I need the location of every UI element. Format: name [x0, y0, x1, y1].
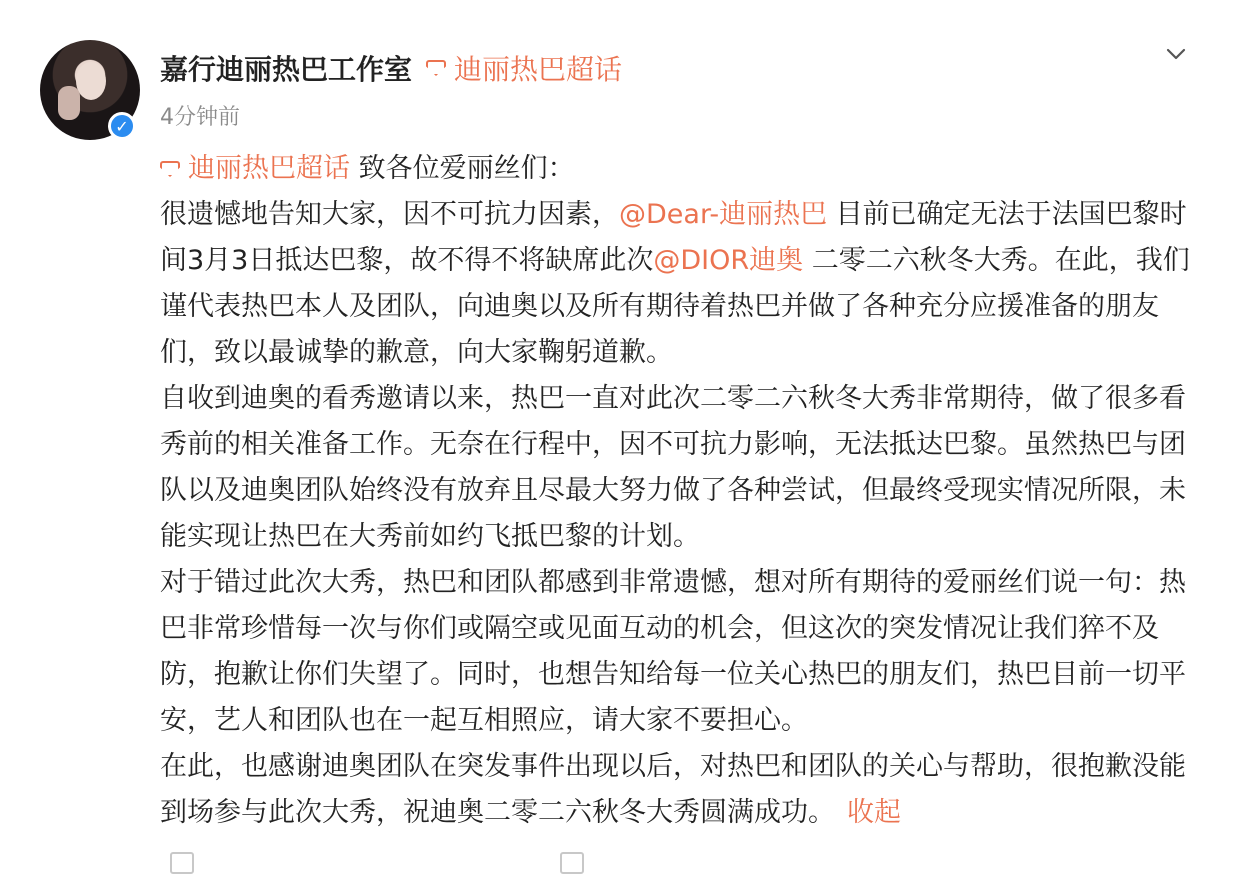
mention-dear-dilraba[interactable]: @Dear-迪丽热巴 [619, 199, 828, 230]
collapse-button[interactable]: 收起 [847, 797, 901, 828]
paragraph-1-c: 二零二六秋冬大秀。在此，我们谨代表热巴本人及团队，向迪奥以及所有期待着热巴并做了各种充分应援准备的朋友们，致以最诚挚的歉意，向大家鞠躬道歉。 [160, 245, 1190, 368]
paragraph-3: 对于错过此次大秀，热巴和团队都感到非常遗憾，想对所有期待的爱丽丝们说一句：热巴非常珍惜每一次与你们或隔空或见面互动的机会，但这次的突发情况让我们猝不及防，抱歉让你们失望了。同时，也想告知给每一位关心热巴的朋友们，热巴目前一切平安，艺人和团队也在一起互相照应，请大家不要担心。 [160, 567, 1186, 736]
repost-icon [170, 852, 194, 874]
post-action-bar [160, 846, 1210, 874]
intro-text: 致各位爱丽丝们： [350, 153, 575, 184]
super-topic-icon [426, 60, 446, 76]
chevron-down-icon[interactable] [1162, 40, 1190, 68]
comment-icon [560, 852, 584, 874]
paragraph-1-b: 目前已确定无法于法国巴黎时间3月3日抵达巴黎，故不得不将缺席此次 [160, 199, 1187, 276]
paragraph-1-a: 很遗憾地告知大家，因不可抗力因素， [160, 199, 619, 230]
mention-dior[interactable]: @DIOR迪奥 [653, 245, 804, 276]
avatar-hand [58, 86, 80, 120]
author-name[interactable]: 嘉行迪丽热巴工作室 [160, 53, 413, 86]
intro-topic-link[interactable] [160, 153, 350, 184]
post-timestamp: 4分钟前 [160, 105, 240, 130]
comment-action[interactable] [560, 852, 592, 874]
paragraph-4-text: 在此，也感谢迪奥团队在突发事件出现以后，对热巴和团队的关心与帮助，很抱歉没能到场参与此次大秀，祝迪奥二零二六秋冬大秀圆满成功。 [160, 751, 1186, 828]
topic-tag-label: 迪丽热巴超话 [454, 53, 623, 86]
topic-tag-link[interactable] [426, 48, 622, 88]
paragraph-4 [160, 744, 1200, 836]
paragraph-2: 自收到迪奥的看秀邀请以来，热巴一直对此次二零二六秋冬大秀非常期待，做了很多看秀前的相关准备工作。无奈在行程中，因不可抗力影响，无法抵达巴黎。虽然热巴与团队以及迪奥团队始终没有放弃且尽最大努力做了各种尝试，但最终受现实情况所限，未能实现让热巴在大秀前如约飞抵巴黎的计划。 [160, 383, 1186, 552]
super-topic-icon [160, 161, 180, 177]
repost-action[interactable] [170, 852, 202, 874]
verified-icon: ✓ [108, 112, 136, 140]
post-intro [160, 146, 1200, 192]
post-content [160, 146, 1200, 836]
paragraph-1 [160, 192, 1200, 376]
intro-topic-label: 迪丽热巴超话 [188, 153, 350, 184]
avatar-face [76, 62, 106, 100]
